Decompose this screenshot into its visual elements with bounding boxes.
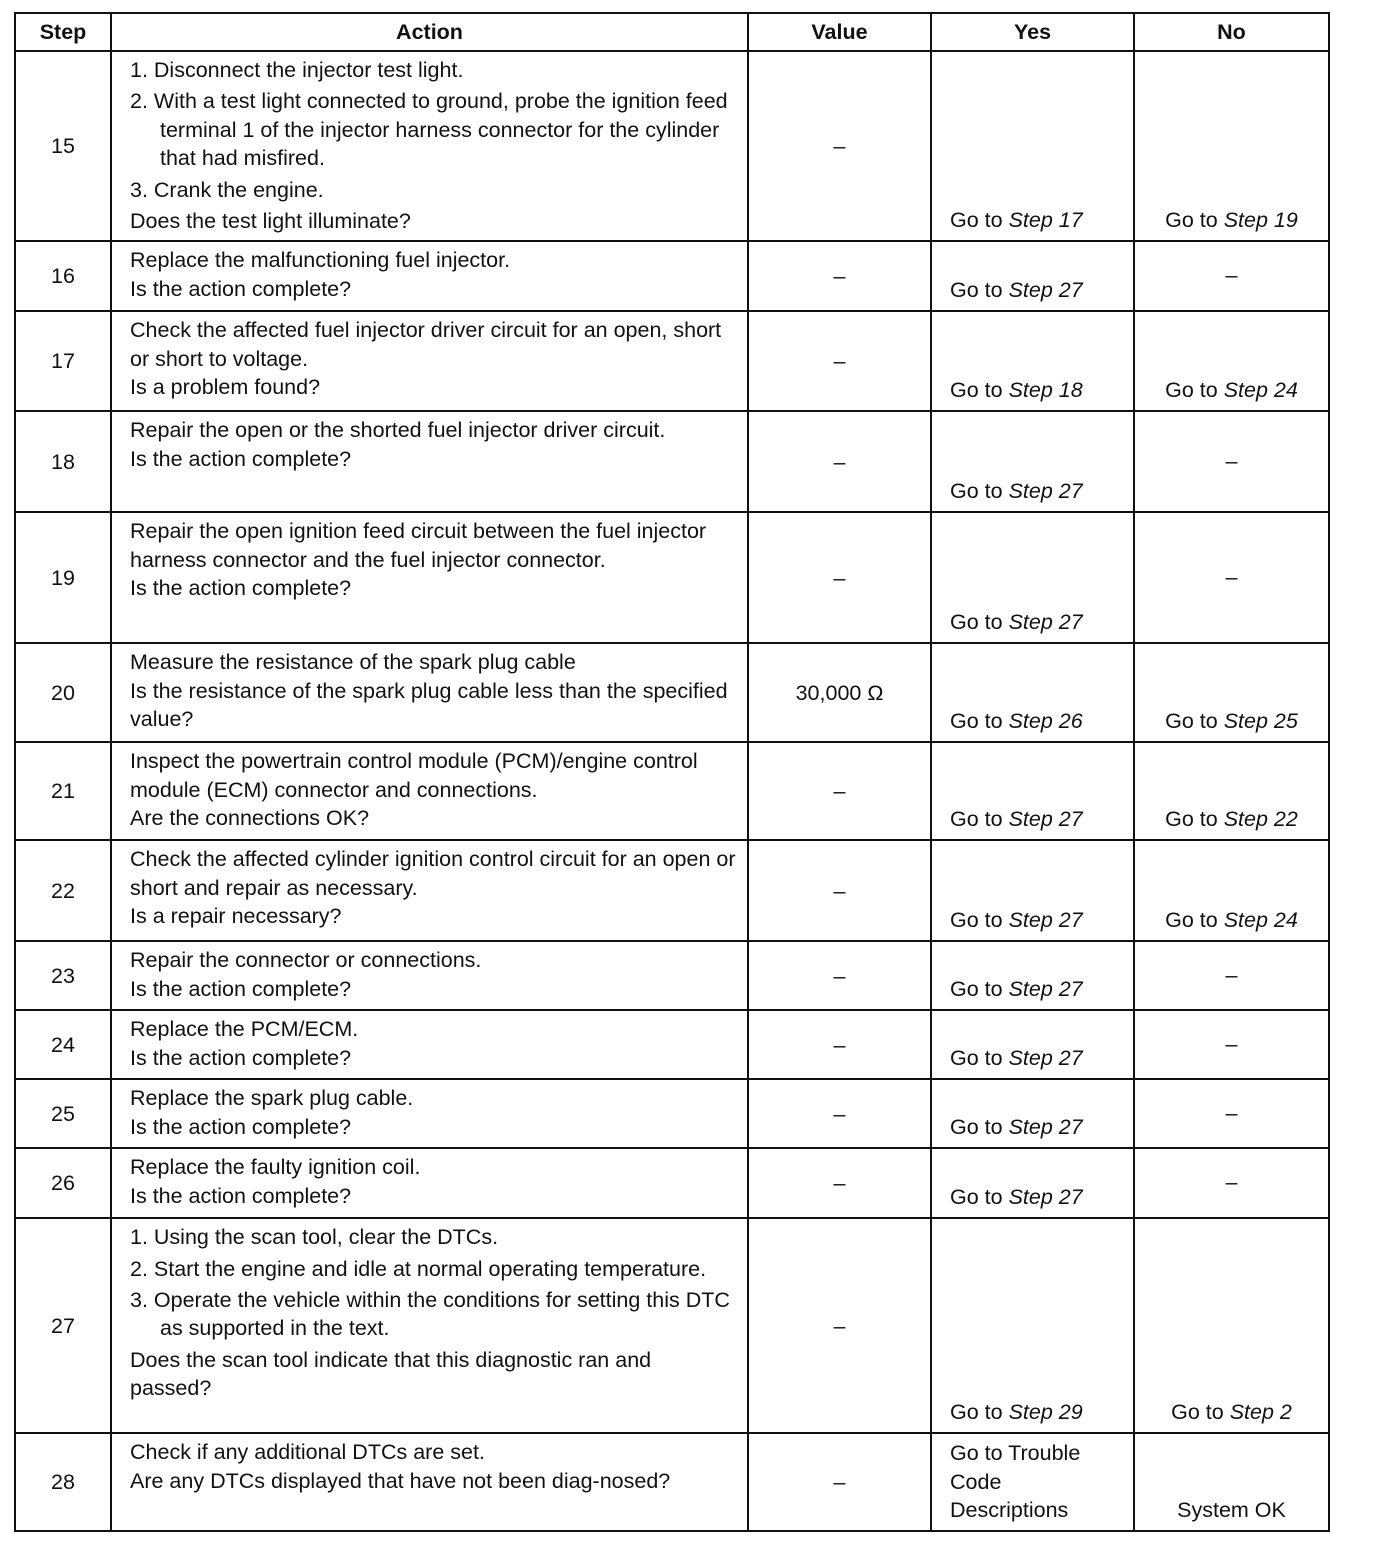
value-cell: 30,000 Ω bbox=[748, 643, 931, 742]
action-line: 3. Operate the vehicle within the conditions for setting this DTC as supported in the text. bbox=[130, 1288, 730, 1341]
step-number: 23 bbox=[15, 941, 111, 1010]
action-question: Is the action complete? bbox=[130, 276, 352, 301]
action-question: Is a repair necessary? bbox=[130, 904, 342, 928]
action-cell bbox=[111, 1010, 748, 1079]
header-step: Step bbox=[15, 13, 111, 51]
no-text: Go to bbox=[1171, 1399, 1230, 1424]
yes-cell bbox=[931, 241, 1134, 311]
yes-cell bbox=[931, 1148, 1134, 1218]
action-question: Is the action complete? bbox=[130, 446, 352, 471]
step-number: 20 bbox=[15, 643, 111, 742]
value-cell: – bbox=[748, 1148, 931, 1218]
yes-cell bbox=[931, 1010, 1134, 1079]
action-cell bbox=[111, 840, 748, 941]
yes-step-ref: Step 27 bbox=[1008, 1184, 1083, 1209]
no-text: – bbox=[1225, 962, 1238, 987]
step-number: 22 bbox=[15, 840, 111, 941]
yes-text: Go to bbox=[950, 609, 1009, 634]
action-question: Is the action complete? bbox=[130, 576, 352, 600]
yes-text: Go to bbox=[950, 1399, 1009, 1424]
no-cell bbox=[1134, 941, 1329, 1010]
action-line: Repair the open ignition feed circuit between the fuel injector harness connector and the fuel injector connector. bbox=[130, 519, 707, 572]
step-number: 28 bbox=[15, 1433, 111, 1531]
action-cell bbox=[111, 1218, 748, 1433]
value-cell: – bbox=[748, 512, 931, 643]
no-cell bbox=[1134, 51, 1329, 241]
table-row bbox=[15, 1218, 1329, 1433]
yes-step-ref: Step 27 bbox=[1008, 609, 1083, 634]
yes-text: Go to bbox=[950, 708, 1009, 733]
no-cell bbox=[1134, 840, 1329, 941]
yes-cell bbox=[931, 840, 1134, 941]
no-cell bbox=[1134, 643, 1329, 742]
no-cell bbox=[1134, 311, 1329, 411]
no-text: Go to bbox=[1165, 907, 1224, 932]
action-line: Inspect the powertrain control module (PCM)/engine control module (ECM) connector and connections. bbox=[130, 749, 698, 802]
no-cell bbox=[1134, 241, 1329, 311]
header-action: Action bbox=[111, 13, 748, 51]
action-line: 1. Disconnect the injector test light. bbox=[130, 58, 464, 82]
yes-step-ref: Step 27 bbox=[1008, 1045, 1083, 1070]
yes-text: Go to bbox=[950, 907, 1009, 932]
no-cell bbox=[1134, 1079, 1329, 1148]
yes-step-ref: Step 27 bbox=[1008, 277, 1083, 302]
action-question: Is the resistance of the spark plug cable less than the specified value? bbox=[130, 678, 728, 731]
action-cell bbox=[111, 411, 748, 512]
table-row bbox=[15, 51, 1329, 241]
action-cell bbox=[111, 241, 748, 311]
yes-text: Go to bbox=[950, 976, 1009, 1001]
table-row bbox=[15, 1148, 1329, 1218]
step-number: 21 bbox=[15, 742, 111, 840]
value-cell: – bbox=[748, 840, 931, 941]
no-cell bbox=[1134, 1218, 1329, 1433]
action-question: Does the test light illuminate? bbox=[130, 208, 411, 233]
no-text: Go to bbox=[1165, 207, 1224, 232]
header-yes: Yes bbox=[931, 13, 1134, 51]
action-line: Replace the spark plug cable. bbox=[130, 1086, 414, 1111]
step-number: 18 bbox=[15, 411, 111, 512]
yes-step-ref: Step 27 bbox=[1008, 806, 1083, 831]
yes-text: Go to bbox=[950, 377, 1009, 402]
yes-cell bbox=[931, 411, 1134, 512]
yes-step-ref: Step 17 bbox=[1008, 207, 1083, 232]
table-row bbox=[15, 512, 1329, 643]
diagnostic-table bbox=[14, 12, 1330, 1532]
yes-text: Go to bbox=[950, 1045, 1009, 1070]
yes-cell bbox=[931, 1433, 1134, 1531]
yes-step-ref: Step 27 bbox=[1008, 907, 1083, 932]
yes-step-ref: Step 18 bbox=[1008, 377, 1083, 402]
yes-text: Go to bbox=[950, 1114, 1009, 1139]
value-cell: – bbox=[748, 1218, 931, 1433]
no-text: System OK bbox=[1177, 1497, 1286, 1522]
value-cell: – bbox=[748, 241, 931, 311]
step-number: 25 bbox=[15, 1079, 111, 1148]
value-cell: – bbox=[748, 1010, 931, 1079]
value-cell: – bbox=[748, 941, 931, 1010]
step-number: 26 bbox=[15, 1148, 111, 1218]
action-question: Is the action complete? bbox=[130, 1045, 352, 1070]
value-cell: – bbox=[748, 311, 931, 411]
yes-cell bbox=[931, 941, 1134, 1010]
action-line: 3. Crank the engine. bbox=[130, 177, 324, 202]
no-text: Go to bbox=[1165, 377, 1224, 402]
action-cell bbox=[111, 311, 748, 411]
action-cell bbox=[111, 512, 748, 643]
value-cell: – bbox=[748, 51, 931, 241]
no-step-ref: Step 22 bbox=[1223, 806, 1298, 831]
no-step-ref: Step 24 bbox=[1223, 377, 1298, 402]
value-cell: – bbox=[748, 1433, 931, 1531]
no-text: – bbox=[1225, 1100, 1238, 1125]
no-cell bbox=[1134, 1433, 1329, 1531]
no-text: – bbox=[1225, 448, 1238, 473]
no-text: – bbox=[1225, 1031, 1238, 1056]
table-row bbox=[15, 241, 1329, 311]
no-text: – bbox=[1225, 564, 1238, 589]
action-line: Check if any additional DTCs are set. bbox=[130, 1440, 485, 1465]
header-no: No bbox=[1134, 13, 1329, 51]
action-question: Is the action complete? bbox=[130, 976, 352, 1001]
table-header bbox=[15, 13, 1329, 51]
yes-text: Go to bbox=[950, 207, 1009, 232]
no-cell bbox=[1134, 742, 1329, 840]
no-cell bbox=[1134, 411, 1329, 512]
no-step-ref: Step 19 bbox=[1223, 207, 1298, 232]
no-cell bbox=[1134, 1148, 1329, 1218]
yes-cell bbox=[931, 1218, 1134, 1433]
action-line: Check the affected cylinder ignition control circuit for an open or short and repair as necessary. bbox=[130, 847, 736, 900]
header-value: Value bbox=[748, 13, 931, 51]
action-line: Replace the PCM/ECM. bbox=[130, 1017, 359, 1042]
action-cell bbox=[111, 51, 748, 241]
action-cell bbox=[111, 1079, 748, 1148]
action-cell bbox=[111, 742, 748, 840]
action-line: Repair the open or the shorted fuel injector driver circuit. bbox=[130, 418, 666, 443]
header-row bbox=[15, 13, 1329, 51]
yes-text: Go to Trouble Code Descriptions bbox=[950, 1441, 1081, 1522]
step-number: 17 bbox=[15, 311, 111, 411]
action-line: Measure the resistance of the spark plug cable bbox=[130, 650, 576, 675]
no-text: – bbox=[1225, 263, 1238, 288]
yes-text: Go to bbox=[950, 1184, 1009, 1209]
table-row bbox=[15, 1010, 1329, 1079]
no-text: Go to bbox=[1165, 806, 1224, 831]
step-number: 24 bbox=[15, 1010, 111, 1079]
no-text: Go to bbox=[1165, 708, 1224, 733]
yes-text: Go to bbox=[950, 478, 1009, 503]
yes-step-ref: Step 26 bbox=[1008, 708, 1083, 733]
yes-cell bbox=[931, 311, 1134, 411]
table-row bbox=[15, 840, 1329, 941]
table-row bbox=[15, 311, 1329, 411]
yes-cell bbox=[931, 512, 1134, 643]
action-question: Are the connections OK? bbox=[130, 806, 370, 830]
action-question: Is a problem found? bbox=[130, 375, 321, 399]
action-line: Replace the faulty ignition coil. bbox=[130, 1155, 421, 1180]
action-question: Is the action complete? bbox=[130, 1114, 352, 1139]
yes-text: Go to bbox=[950, 277, 1009, 302]
yes-step-ref: Step 27 bbox=[1008, 478, 1083, 503]
step-number: 19 bbox=[15, 512, 111, 643]
table-row bbox=[15, 742, 1329, 840]
action-line: Repair the connector or connections. bbox=[130, 948, 482, 973]
step-number: 15 bbox=[15, 51, 111, 241]
action-line: 2. Start the engine and idle at normal operating temperature. bbox=[130, 1256, 707, 1281]
table-row bbox=[15, 1433, 1329, 1531]
table-row bbox=[15, 1079, 1329, 1148]
yes-cell bbox=[931, 51, 1134, 241]
action-cell bbox=[111, 1433, 748, 1531]
no-text: – bbox=[1225, 1170, 1238, 1195]
action-question: Are any DTCs displayed that have not been diag-nosed? bbox=[130, 1468, 671, 1493]
yes-step-ref: Step 27 bbox=[1008, 976, 1083, 1001]
action-cell bbox=[111, 941, 748, 1010]
no-step-ref: Step 25 bbox=[1223, 708, 1298, 733]
action-cell bbox=[111, 1148, 748, 1218]
table-row bbox=[15, 411, 1329, 512]
yes-cell bbox=[931, 643, 1134, 742]
yes-step-ref: Step 27 bbox=[1008, 1114, 1083, 1139]
no-step-ref: Step 2 bbox=[1229, 1399, 1292, 1424]
yes-text: Go to bbox=[950, 806, 1009, 831]
table-body bbox=[15, 51, 1329, 1531]
action-line: 1. Using the scan tool, clear the DTCs. bbox=[130, 1225, 499, 1250]
value-cell: – bbox=[748, 742, 931, 840]
value-cell: – bbox=[748, 1079, 931, 1148]
no-cell bbox=[1134, 512, 1329, 643]
value-cell: – bbox=[748, 411, 931, 512]
action-line: Replace the malfunctioning fuel injector. bbox=[130, 248, 511, 273]
action-line: Check the affected fuel injector driver circuit for an open, short or short to voltage. bbox=[130, 318, 722, 371]
step-number: 16 bbox=[15, 241, 111, 311]
action-question: Does the scan tool indicate that this diagnostic ran and passed? bbox=[130, 1347, 652, 1401]
no-step-ref: Step 24 bbox=[1223, 907, 1298, 932]
action-question: Is the action complete? bbox=[130, 1183, 352, 1208]
action-cell bbox=[111, 643, 748, 742]
yes-cell bbox=[931, 742, 1134, 840]
no-cell bbox=[1134, 1010, 1329, 1079]
yes-step-ref: Step 29 bbox=[1008, 1399, 1083, 1424]
step-number: 27 bbox=[15, 1218, 111, 1433]
table-row bbox=[15, 643, 1329, 742]
action-line: 2. With a test light connected to ground, probe the ignition feed terminal 1 of the injector harness connector for the cylinder that had misfired. bbox=[130, 89, 728, 171]
yes-cell bbox=[931, 1079, 1134, 1148]
table-row bbox=[15, 941, 1329, 1010]
